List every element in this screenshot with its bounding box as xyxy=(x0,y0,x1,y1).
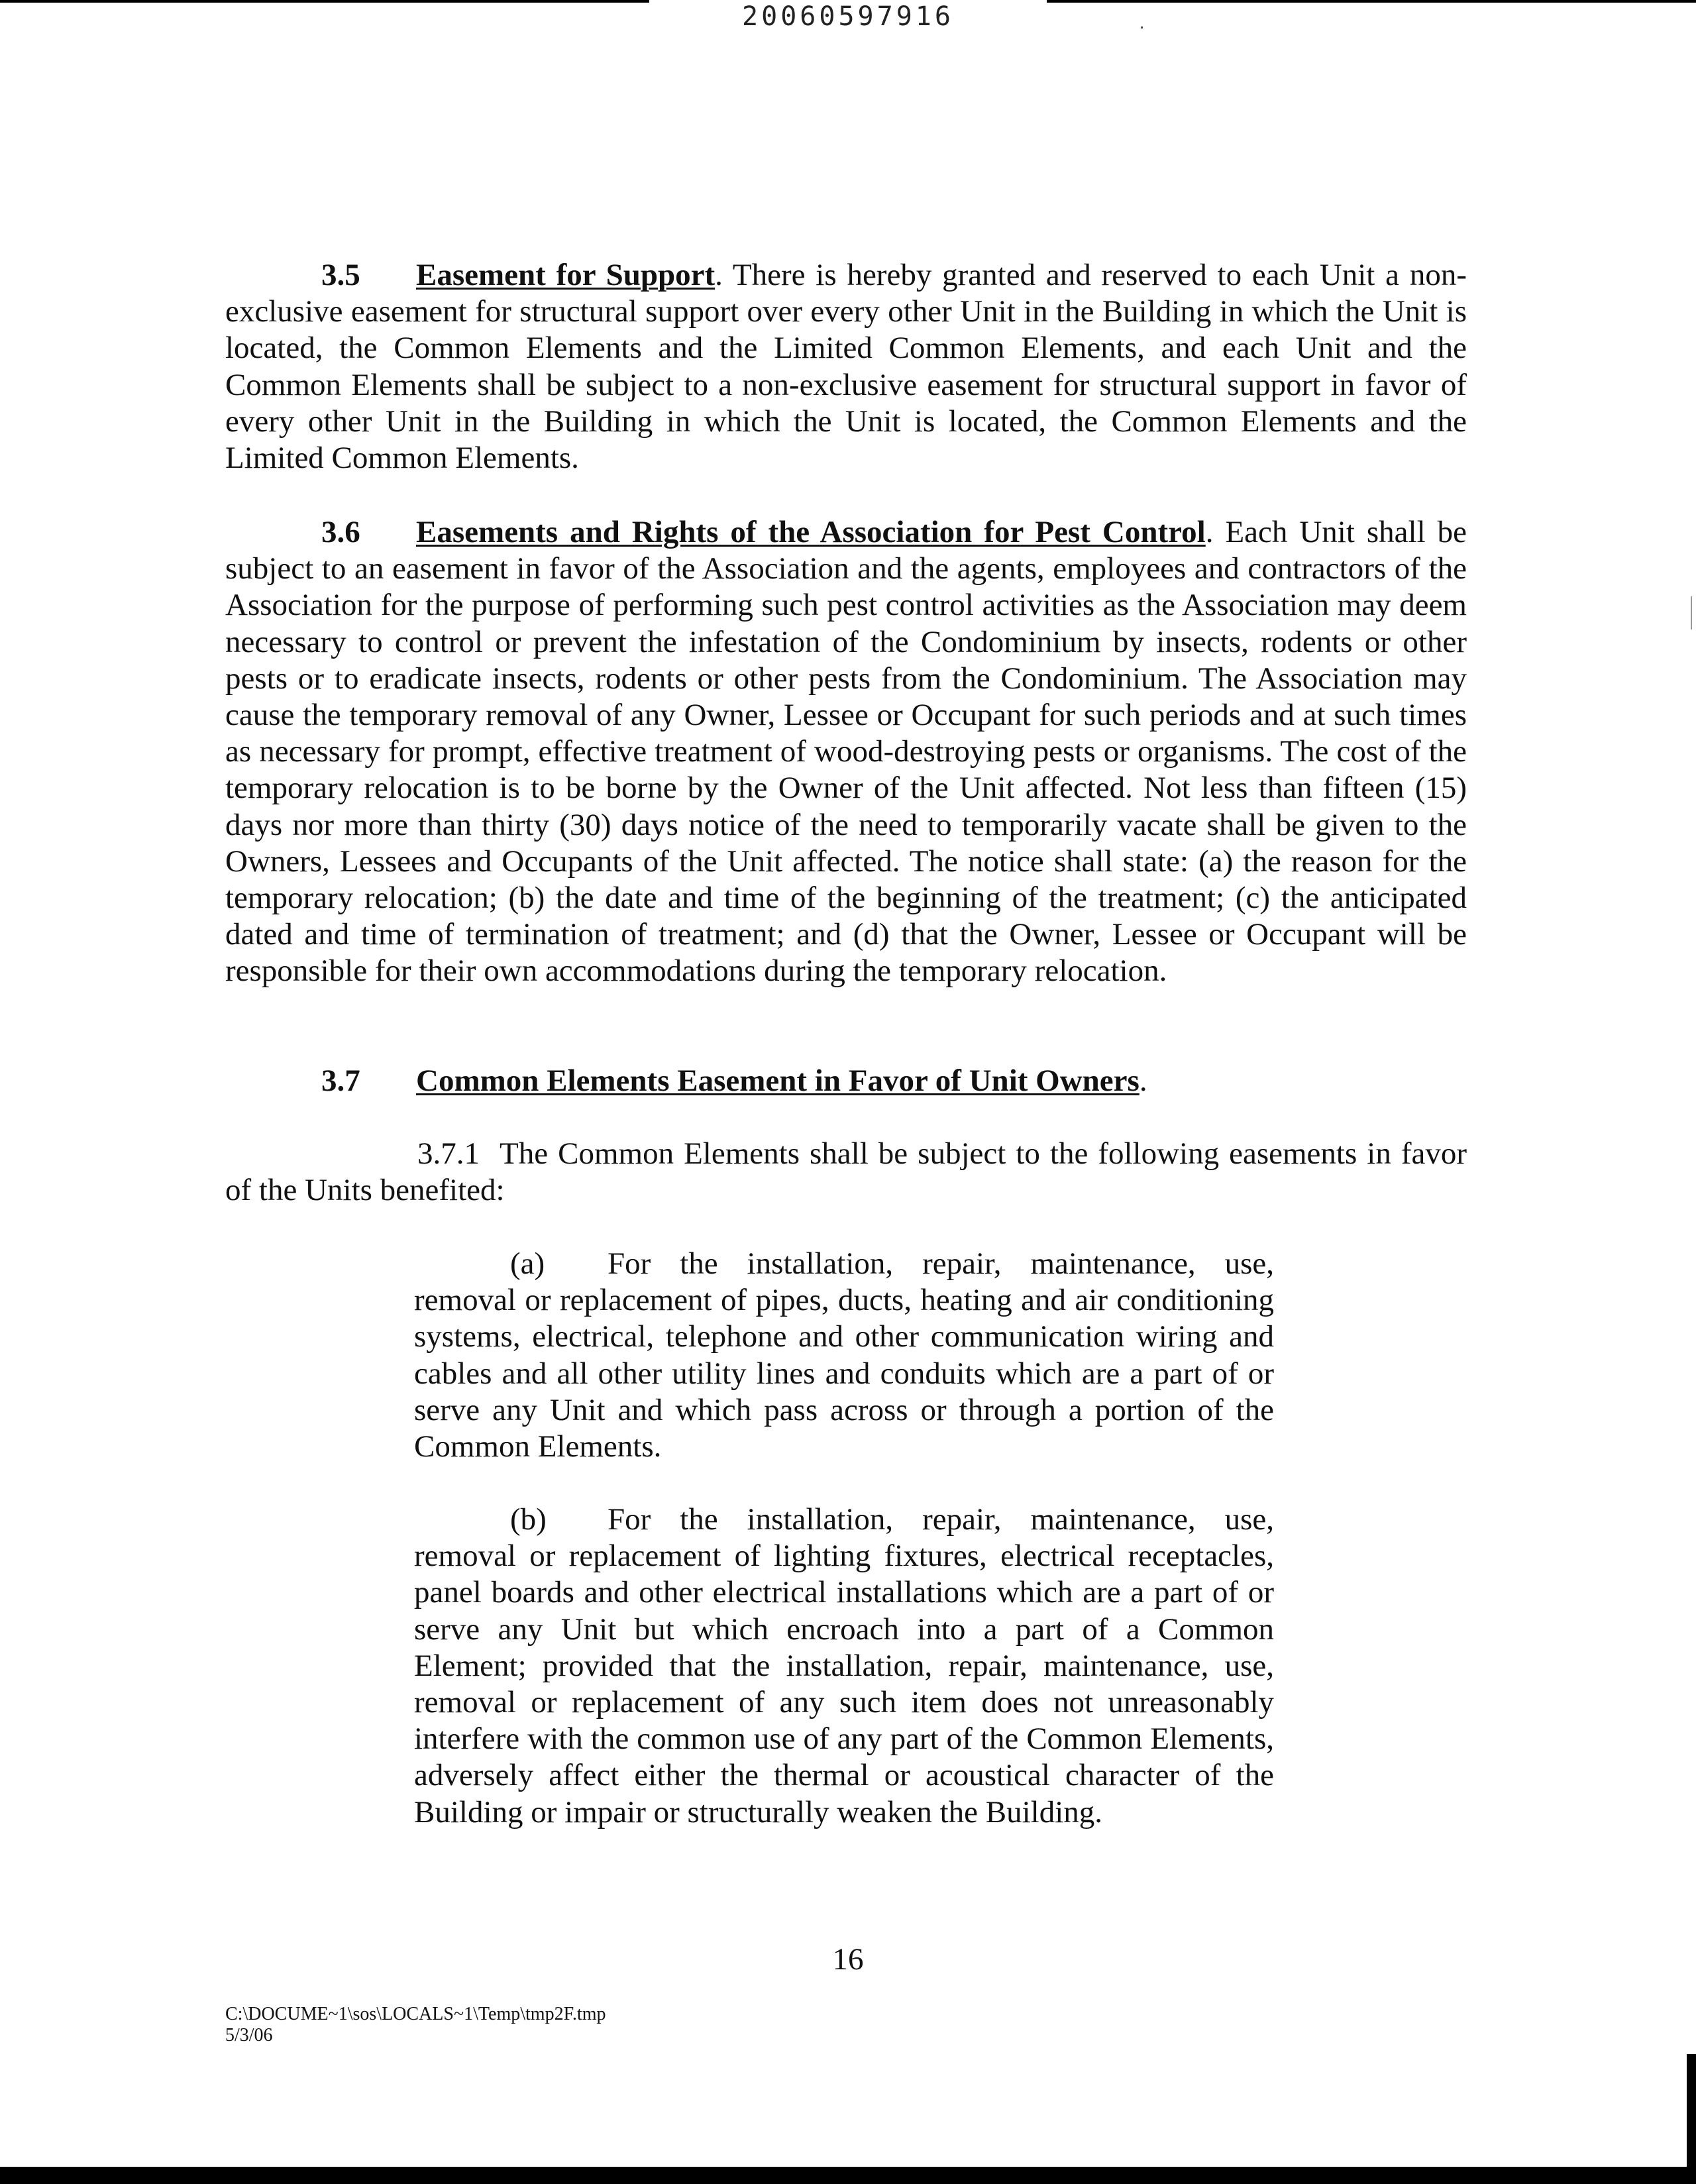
scan-speck xyxy=(1141,27,1143,28)
subsection-text: The Common Elements shall be subject to the following easements in favor of the Units benefited: xyxy=(225,1136,1467,1208)
section-3-7 xyxy=(225,1063,1467,1099)
subsection-3-7-1 xyxy=(225,1136,1467,1209)
section-number: 3.6 xyxy=(321,515,360,549)
document-number: 20060597916 xyxy=(742,1,954,32)
list-item xyxy=(414,1246,1274,1465)
list-item-label: (a) xyxy=(510,1246,545,1281)
scan-border-bottom xyxy=(0,2167,1696,2184)
subsection-number: 3.7.1 xyxy=(417,1136,480,1171)
list-item-text: For the installation, repair, maintenance, use, removal or replacement of lighting fixtures, electrical receptacles, panel boards and other electrical installations which are a part of or serve any Unit but which encroach into a part of a Common Element; provided that the installation, repair, maintenance, use, removal or replacement of any such item does not unreasonably interfere with the common use of any part of the Common Elements, adversely affect either the thermal or acoustical character of the Building or impair or structurally weaken the Building. xyxy=(414,1502,1274,1829)
section-text: . There is hereby granted and reserved to each Unit a non-exclusive easement for structural support over every other Unit in the Building in which the Unit is located, the Common Elements and the Limited Common Elements, and each Unit and the Common Elements shall be subject to a non-exclusive easement for structural support in favor of every other Unit in the Building in which the Unit is located, the Common Elements and the Limited Common Elements. xyxy=(225,258,1467,476)
list-item-label: (b) xyxy=(510,1502,547,1537)
section-title-suffix: . xyxy=(1139,1064,1147,1098)
footer xyxy=(225,2004,606,2046)
page-number: 16 xyxy=(832,1942,864,1977)
list-item-text: For the installation, repair, maintenance, use, removal or replacement of pipes, ducts, heating and air conditioning systems, electrical, telephone and other communication wiring and cables and all other utility lines and conduits which are a part of or serve any Unit and which pass across or through a portion of the Common Elements. xyxy=(414,1246,1274,1464)
section-number: 3.7 xyxy=(321,1064,360,1098)
section-title: Common Elements Easement in Favor of Unit Owners xyxy=(416,1064,1140,1098)
section-3-6 xyxy=(225,514,1467,990)
section-title: Easement for Support xyxy=(416,258,716,292)
section-3-5 xyxy=(225,257,1467,476)
section-number: 3.5 xyxy=(321,258,360,292)
section-title: Easements and Rights of the Association for Pest Control xyxy=(416,515,1206,549)
footer-file-path: C:\DOCUME~1\sos\LOCALS~1\Temp\tmp2F.tmp xyxy=(225,2004,606,2024)
footer-date: 5/3/06 xyxy=(225,2025,273,2046)
scan-border-right xyxy=(1687,2054,1696,2184)
scan-edge-mark xyxy=(1691,596,1692,629)
section-text: . Each Unit shall be subject to an easement in favor of the Association and the agents, employees and contractors of the Association for the purpose of performing such pest control activities as the Association may deem necessary to control or prevent the infestation of the Condominium by insects, rodents or other pests or to eradicate insects, rodents or other pests from the Condominium. The Association may cause the temporary removal of any Owner, Lessee or Occupant for such periods and at such times as necessary for prompt, effective treatment of wood-destroying pests or organisms. The cost of the temporary relocation is to be borne by the Owner of the Unit affected. Not less than fifteen (15) days nor more than thirty (30) days notice of the need to temporarily vacate shall be given to the Owners, Lessees and Occupants of the Unit affected. The notice shall state: (a) the reason for the temporary relocation; (b) the date and time of the beginning of the treatment; (c) the anticipated dated and time of termination of treatment; and (d) that the Owner, Lessee or Occupant will be responsible for their own accommodations during the temporary relocation. xyxy=(225,515,1467,989)
list-item xyxy=(414,1502,1274,1831)
